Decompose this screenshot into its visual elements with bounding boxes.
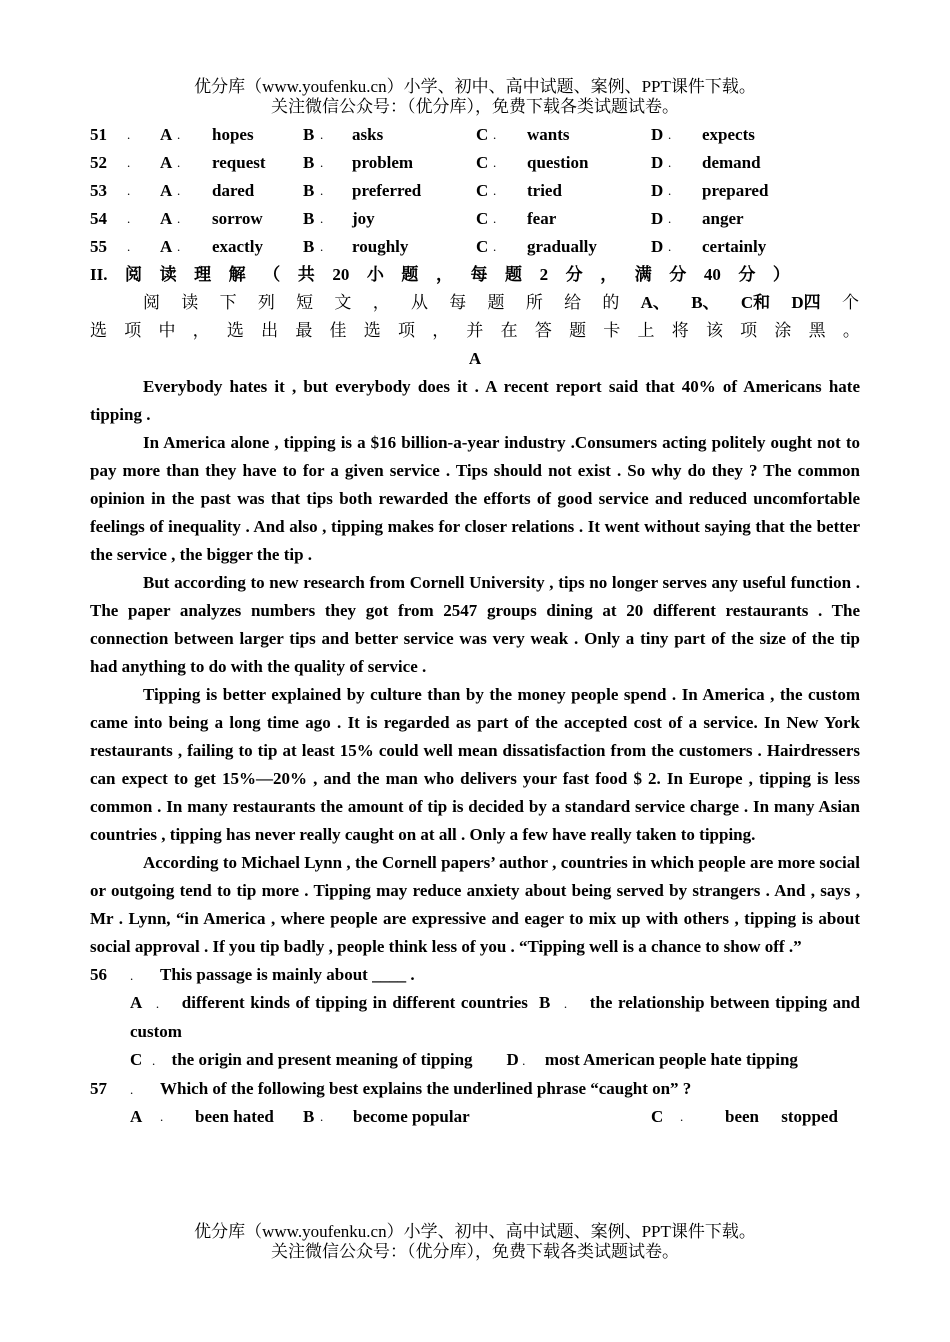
instr1-char: 个: [841, 293, 859, 312]
passage-paragraph: According to Michael Lynn , the Cornell papers’ author , countries in which people are more social or outgoing tend to tip more . Tipping may reduce anxiety about being served by strangers . And , says , Mr . Lynn, “in America , where people are expressive and eager to mix up with others , tipping is about social approval . If you tip badly , people think less of you . “Tipping well is a chance to show off .”: [90, 853, 860, 956]
choice-letter-a: A: [130, 1107, 143, 1126]
option-dot: .: [668, 211, 672, 226]
option-letter-d: D: [651, 153, 664, 172]
option-c: tried: [527, 181, 562, 200]
option-dot: .: [177, 239, 181, 254]
instr2-char: 中: [158, 321, 176, 340]
instr2-char: 黑: [808, 321, 826, 340]
option-letter-c: C: [476, 181, 489, 200]
option-dot: .: [177, 183, 181, 198]
title-char: 满: [634, 265, 652, 284]
instr1-char: 从: [410, 293, 428, 312]
instr1-char: 所: [525, 293, 543, 312]
cloze-option-row: [90, 177, 860, 205]
instr2-char: 在: [500, 321, 518, 340]
option-letter-b: B: [303, 209, 315, 228]
choice-a: different kinds of tipping in different countries: [181, 993, 528, 1012]
instr2-char: 涂: [774, 321, 792, 340]
title-char: 共: [297, 265, 315, 284]
instr2-char: 最: [295, 321, 313, 340]
passage-paragraph: Tipping is better explained by culture than by the money people spend . In America , the custom came into being a long time ago . It is regarded as part of the accepted cost of a service. In New York restaurants , failing to tip at least 15% could well mean dissatisfaction from the customers . Hairdressers can expect to get 15%—20% , and the man who delivers your fast food $ 2. In Europe , tipping is less common . In many restaurants the amount of tip is decided by a standard service charge . In many Asian countries , tipping has never really caught on at all . Only a few have really taken to tipping.: [90, 685, 860, 844]
choice-c: been stopped: [725, 1107, 838, 1126]
cloze-number: 51: [90, 125, 107, 144]
title-char: 小: [366, 265, 384, 284]
choice-a: been hated: [195, 1107, 274, 1126]
instruction-line-1: [90, 289, 859, 317]
option-letter-c: C: [476, 209, 489, 228]
option-dot: .: [320, 239, 324, 254]
option-a: exactly: [212, 237, 263, 256]
cloze-option-row: [90, 233, 860, 261]
instr2-char: 卡: [603, 321, 621, 340]
option-c: wants: [527, 125, 570, 144]
cloze-option-row: [90, 149, 860, 177]
instr1-char: 短: [296, 293, 314, 312]
option-dot: .: [320, 127, 324, 142]
option-dot: .: [493, 155, 497, 170]
title-char: 分: [669, 265, 687, 284]
option-letter-a: A: [160, 125, 173, 144]
passage-paragraph: In America alone , tipping is a $16 billion-a-year industry .Consumers acting politely ought not to pay more than they have to for a given service . Tips should not exist . So why do they ? The common opinion in the past was that tips both rewarded the efforts of good service and reduced uncomfortable feelings of inequality . And also , tipping makes for closer relations . It went without saying that the better the service , the bigger the tip .: [90, 433, 860, 564]
instr2-char: 项: [740, 321, 758, 340]
choice-letter-c: C: [651, 1107, 664, 1126]
cloze-dot: .: [127, 239, 131, 254]
instr2-char: 项: [397, 321, 415, 340]
option-letter-d: D: [651, 181, 664, 200]
option-a: request: [212, 153, 266, 172]
option-dot: .: [320, 183, 324, 198]
instr2-char: 并: [466, 321, 484, 340]
cloze-number: 53: [90, 181, 107, 200]
instr2-char: 出: [261, 321, 279, 340]
option-d: anger: [702, 209, 744, 228]
option-dot: .: [668, 183, 672, 198]
title-char: 20: [332, 265, 350, 284]
title-char: 读: [159, 265, 177, 284]
passage-label: A: [468, 349, 482, 368]
option-dot: .: [177, 155, 181, 170]
instr1-char: 每: [449, 293, 467, 312]
option-c: question: [527, 153, 589, 172]
instr1-char: 给: [564, 293, 582, 312]
title-char: 题: [401, 265, 419, 284]
instr1-char: 的: [602, 293, 620, 312]
option-letter-b: B: [303, 237, 315, 256]
option-dot: .: [320, 211, 324, 226]
instr1-char: 读: [181, 293, 199, 312]
choice-letter-a: A: [130, 993, 143, 1012]
instr2-char: 该: [705, 321, 723, 340]
footer-line-2: 关注微信公众号：（优分库），免费下载各类试题试卷。: [271, 1242, 679, 1261]
instr1-char: 题: [487, 293, 505, 312]
title-char: ，: [600, 265, 618, 284]
option-b: roughly: [352, 237, 409, 256]
question-57-choices: [90, 1103, 860, 1131]
cloze-number: 55: [90, 237, 107, 256]
title-char: ，: [435, 265, 453, 284]
choice-c: the origin and present meaning of tipping: [171, 1050, 473, 1069]
option-dot: .: [668, 127, 672, 142]
title-char: 阅: [125, 265, 143, 284]
option-letter-a: A: [160, 237, 173, 256]
choice-letter-b: B: [303, 1107, 315, 1126]
option-a: hopes: [212, 125, 254, 144]
passage-paragraph: But according to new research from Cornell University , tips no longer serves any useful function . The paper analyzes numbers they got from 2547 groups dining at 20 different restaurants . The connection between larger tips and better service was very weak . Only a tiny part of the size of the tip had anything to do with the quality of service .: [90, 573, 860, 676]
instr1-char: A、: [640, 293, 670, 312]
cloze-options: [90, 121, 860, 261]
question-56-choices-ab: A . different kinds of tipping in different countries B . the relationship between tipping and custom: [130, 993, 861, 1041]
option-dot: .: [668, 239, 672, 254]
option-dot: .: [320, 155, 324, 170]
option-letter-b: B: [303, 181, 315, 200]
option-d: certainly: [702, 237, 767, 256]
instr2-char: 题: [569, 321, 587, 340]
instr1-char: 文: [334, 293, 352, 312]
instr1-char: ，: [372, 293, 390, 312]
instr2-char: 选: [90, 321, 107, 340]
instr2-char: 。: [842, 321, 860, 340]
option-letter-b: B: [303, 125, 315, 144]
option-letter-a: A: [160, 181, 173, 200]
option-dot: .: [493, 127, 497, 142]
header-line-1: 优分库（www.youfenku.cn）小学、初中、高中试题、案例、PPT课件下载。: [194, 77, 756, 96]
title-char: ）: [772, 265, 790, 284]
option-d: expects: [702, 125, 755, 144]
option-dot: .: [493, 183, 497, 198]
instr2-char: 选: [226, 321, 244, 340]
title-char: 2: [539, 265, 549, 284]
choice-letter-d: D: [506, 1050, 519, 1069]
option-a: sorrow: [212, 209, 263, 228]
cloze-option-row: [90, 205, 860, 233]
title-char: 分: [565, 265, 583, 284]
question-number: 56: [90, 965, 107, 984]
option-b: problem: [352, 153, 414, 172]
question-dot: .: [130, 968, 134, 983]
option-dot: .: [493, 239, 497, 254]
option-b: joy: [352, 209, 375, 228]
option-dot: .: [493, 211, 497, 226]
option-dot: .: [668, 155, 672, 170]
cloze-dot: .: [127, 183, 131, 198]
choice-b: the relationship between tipping and custom: [130, 993, 861, 1041]
choice-dot: .: [320, 1109, 324, 1124]
choice-b: become popular: [353, 1107, 470, 1126]
question-57: [90, 1075, 860, 1103]
title-char: 解: [228, 265, 246, 284]
choice-letter-b: B: [538, 993, 551, 1012]
title-char: 题: [505, 265, 523, 284]
option-c: gradually: [527, 237, 597, 256]
header-line-2: 关注微信公众号：（优分库），免费下载各类试题试卷。: [271, 97, 679, 116]
option-letter-c: C: [476, 153, 489, 172]
instr2-char: 选: [363, 321, 381, 340]
choice-d: most American people hate tipping: [544, 1050, 798, 1069]
instr2-char: 答: [534, 321, 552, 340]
option-b: asks: [352, 125, 384, 144]
question-number: 57: [90, 1079, 107, 1098]
instr2-char: ，: [192, 321, 210, 340]
option-dot: .: [177, 211, 181, 226]
question-stem: Which of the following best explains the underlined phrase “caught on” ?: [160, 1079, 692, 1098]
choice-letter-c: C: [130, 1050, 143, 1069]
passage-paragraph: Everybody hates it , but everybody does it . A recent report said that 40% of Americans hate tipping .: [90, 377, 860, 424]
title-char: 每: [470, 265, 488, 284]
cloze-number: 52: [90, 153, 107, 172]
title-char: II.: [90, 265, 108, 284]
title-char: （: [263, 265, 281, 284]
page-footer: [0, 1222, 950, 1262]
title-char: 40: [703, 265, 721, 284]
question-stem: This passage is mainly about ____ .: [160, 965, 415, 984]
title-char: 分: [738, 265, 756, 284]
section-title: [90, 261, 790, 289]
option-d: demand: [702, 153, 761, 172]
cloze-dot: .: [127, 211, 131, 226]
option-b: preferred: [352, 181, 422, 200]
option-letter-a: A: [160, 209, 173, 228]
page-header: [0, 77, 950, 117]
instruction-line-2: [90, 317, 860, 345]
option-letter-c: C: [476, 125, 489, 144]
instr1-char: 下: [219, 293, 237, 312]
instr2-char: 佳: [329, 321, 347, 340]
option-letter-d: D: [651, 209, 664, 228]
exam-content: [90, 121, 860, 1131]
footer-line-1: 优分库（www.youfenku.cn）小学、初中、高中试题、案例、PPT课件下载。: [194, 1222, 756, 1241]
choice-dot: .: [160, 1109, 164, 1124]
option-letter-a: A: [160, 153, 173, 172]
instr2-char: 项: [124, 321, 142, 340]
option-letter-d: D: [651, 125, 664, 144]
cloze-number: 54: [90, 209, 107, 228]
option-letter-b: B: [303, 153, 315, 172]
instr1-char: B、: [691, 293, 720, 312]
option-a: dared: [212, 181, 255, 200]
instr1-char: 列: [257, 293, 275, 312]
cloze-dot: .: [127, 127, 131, 142]
question-56-choices-cd: C . the origin and present meaning of tipping D . most American people hate tipping: [130, 1050, 798, 1069]
question-56: [90, 961, 860, 989]
cloze-dot: .: [127, 155, 131, 170]
instr2-char: ，: [432, 321, 450, 340]
option-c: fear: [527, 209, 557, 228]
option-dot: .: [177, 127, 181, 142]
title-char: 理: [194, 265, 212, 284]
cloze-option-row: [90, 121, 860, 149]
instr1-char: C和: [740, 293, 771, 312]
option-d: prepared: [702, 181, 769, 200]
choice-dot: .: [680, 1109, 684, 1124]
instr1-char: D四: [791, 293, 821, 312]
instr2-char: 上: [637, 321, 655, 340]
option-letter-d: D: [651, 237, 664, 256]
option-letter-c: C: [476, 237, 489, 256]
instr1-char: 阅: [143, 293, 160, 312]
question-dot: .: [130, 1082, 134, 1097]
instr2-char: 将: [671, 321, 689, 340]
